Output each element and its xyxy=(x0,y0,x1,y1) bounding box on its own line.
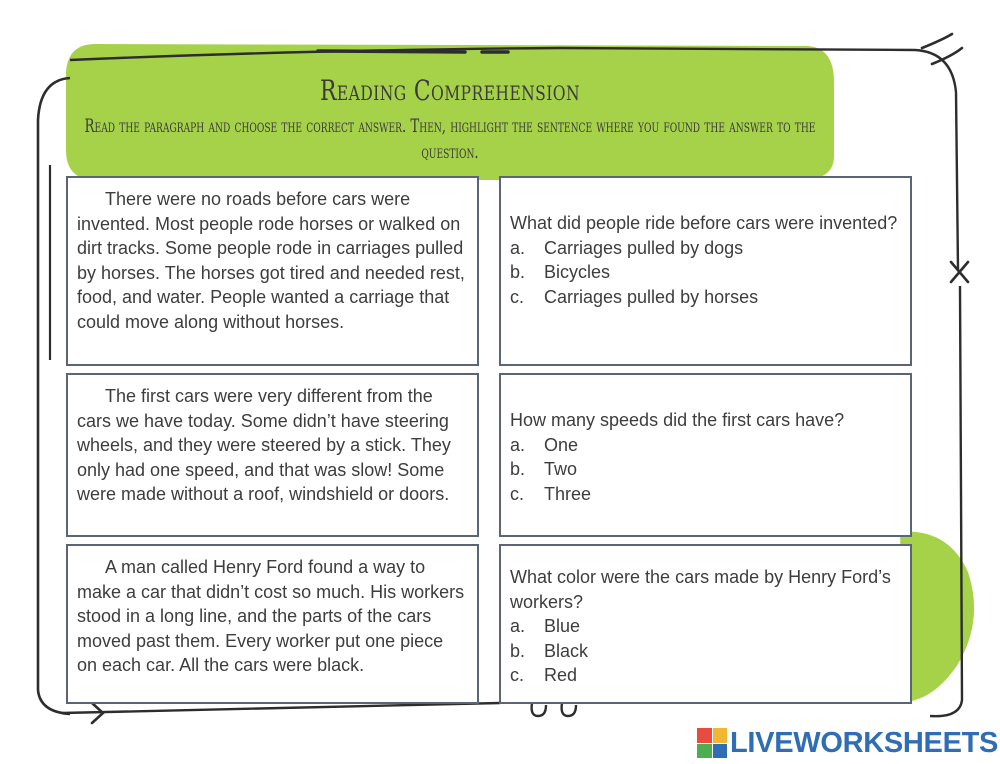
option-label: Carriages pulled by horses xyxy=(544,286,759,307)
page-title: Reading Comprehension xyxy=(319,74,581,107)
option-3a[interactable] xyxy=(510,614,900,639)
option-label: Three xyxy=(544,483,592,504)
option-label: One xyxy=(544,434,579,455)
liveworksheets-logo-icon xyxy=(697,728,727,758)
question-text-3: What color were the cars made by Henry Ford’s workers? xyxy=(510,567,891,612)
question-text-1: What did people ride before cars were invented? xyxy=(510,213,898,233)
question-text-2: How many speeds did the first cars have? xyxy=(510,410,845,430)
option-letter: a. xyxy=(510,434,526,455)
liveworksheets-brand[interactable] xyxy=(697,724,998,762)
option-3c[interactable] xyxy=(510,663,900,688)
passage-box-3[interactable] xyxy=(66,544,479,704)
option-1c[interactable] xyxy=(510,285,900,310)
passage-text-1[interactable]: There were no roads before cars were invented. Most people rode horses or walked on dirt tracks. Some people rode in carriages pulled by horses. The horses got tired and needed rest, food, and water. People wanted a carriage that could move along without horses. xyxy=(77,189,465,332)
loop-mark-2 xyxy=(562,703,576,716)
option-label: Bicycles xyxy=(544,262,611,283)
option-3b[interactable] xyxy=(510,639,900,664)
option-label: Carriages pulled by dogs xyxy=(544,237,744,258)
option-letter: c. xyxy=(510,665,525,686)
option-2c[interactable] xyxy=(510,482,900,507)
option-label: Blue xyxy=(544,616,581,637)
option-1a[interactable] xyxy=(510,236,900,261)
option-letter: b. xyxy=(510,459,526,480)
option-letter: a. xyxy=(510,237,526,258)
x-mark xyxy=(951,262,968,282)
option-label: Two xyxy=(544,459,578,480)
question-box-2 xyxy=(499,373,912,537)
option-label: Black xyxy=(544,640,589,661)
option-2a[interactable] xyxy=(510,433,900,458)
frame-bottom xyxy=(62,703,500,713)
loop-mark-1 xyxy=(532,703,546,716)
worksheet-header xyxy=(70,74,830,165)
scribble-stroke-1 xyxy=(922,34,952,48)
passage-text-2[interactable]: The first cars were very different from the cars we have today. Some didn’t have steering wheels, and they were steered by a stick. They only had one speed, and that was slow! Some were made without a roof, windshield or doors. xyxy=(77,386,451,505)
passage-text-3[interactable]: A man called Henry Ford found a way to make a car that didn’t cost so much. His workers stood in a long line, and the parts of the cars moved past them. Every worker put one piece on each car. All the cars were black. xyxy=(77,557,465,676)
instructions-text: Read the paragraph and choose the correct answer. Then, highlight the sentence where you found the answer to the question. xyxy=(84,115,816,163)
question-box-3 xyxy=(499,544,912,704)
option-letter: c. xyxy=(510,483,525,504)
option-letter: a. xyxy=(510,616,526,637)
option-label: Red xyxy=(544,665,578,686)
brand-name: LIVEWORKSHEETS xyxy=(730,726,999,759)
option-letter: c. xyxy=(510,286,525,307)
passage-box-1[interactable] xyxy=(66,176,479,366)
passage-box-2[interactable] xyxy=(66,373,479,537)
option-2b[interactable] xyxy=(510,457,900,482)
option-letter: b. xyxy=(510,262,526,283)
option-letter: b. xyxy=(510,640,526,661)
question-box-1 xyxy=(499,176,912,366)
option-1b[interactable] xyxy=(510,260,900,285)
